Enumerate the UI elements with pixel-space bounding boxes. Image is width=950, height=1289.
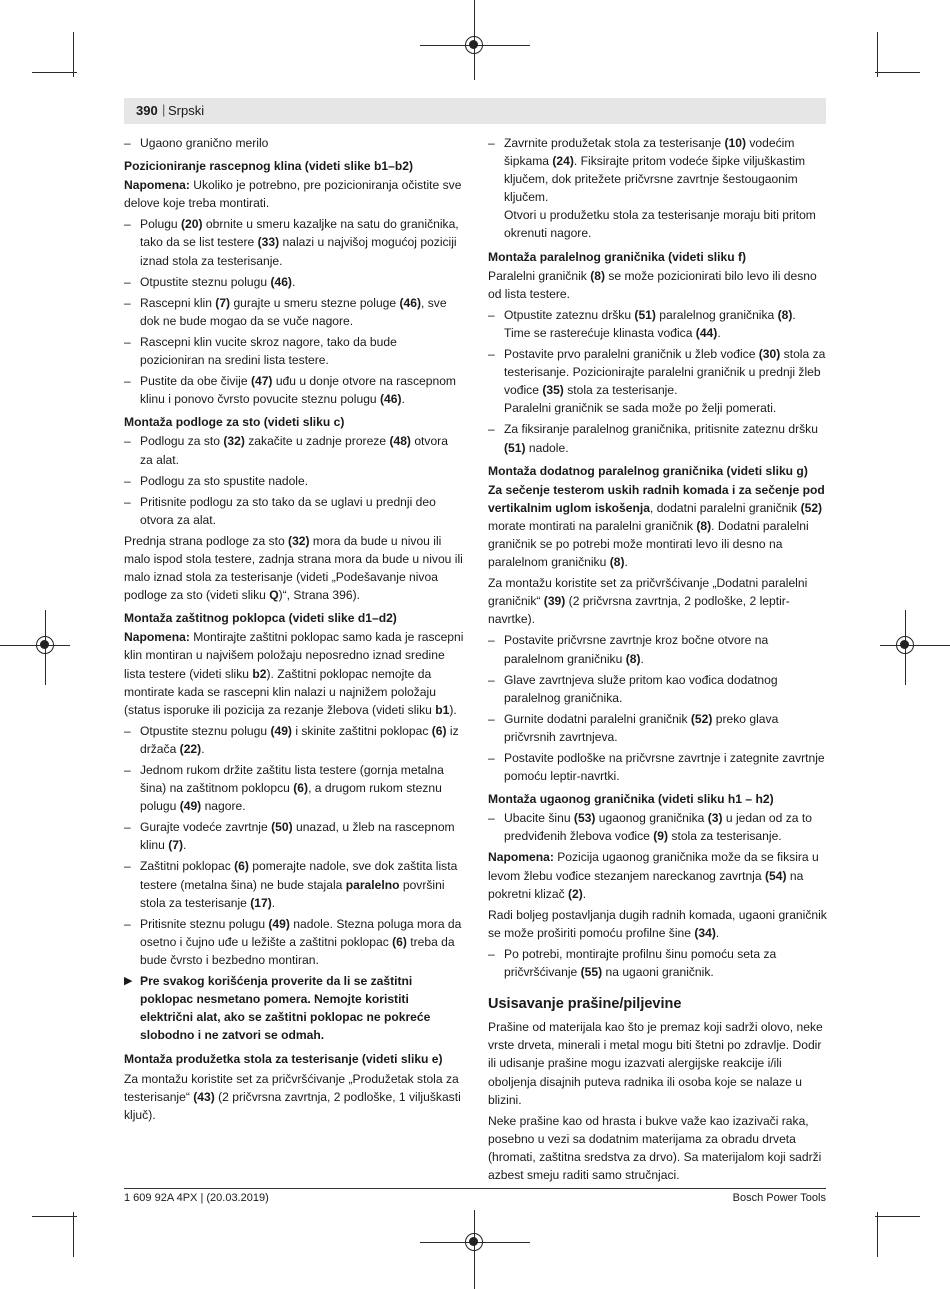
block-text (140, 763, 444, 813)
crop-mark-top-right (877, 32, 878, 77)
list-item (124, 333, 464, 369)
bold-text-run: (49) (270, 723, 292, 738)
right-column (488, 134, 828, 1187)
text-run: ). Zaštitni poklopac nemojte da montirate kada se rascepni klin nalazi u najnižem položaju (status isporuke ili pozicija za rezanje žlebova (videti sliku (124, 666, 436, 717)
section-heading (124, 609, 464, 627)
block-text (140, 820, 455, 852)
registration-mark-top-icon (465, 36, 483, 54)
block-text: Ugaono granično merilo (140, 136, 269, 150)
block-text (140, 217, 459, 267)
bold-text-run: (6) (431, 723, 447, 738)
text-run: . (201, 741, 205, 756)
text-run: treba da bude čvrsto i bezbedno montiran. (140, 934, 455, 967)
block-text: Pozicioniranje rascepnog klina (videti slike b1–b2) (124, 159, 413, 174)
block-text (488, 483, 825, 569)
list-item (488, 134, 828, 243)
dash-bullet: – (124, 473, 131, 488)
crop-mark-right-center (880, 645, 950, 646)
registration-mark-right-icon (896, 636, 914, 654)
bold-text-run: (48) (389, 434, 411, 449)
text-run: unazad, u žleb na rascepnom klinu (140, 820, 455, 853)
text-run: mora da bude u nivou ili malo ispod stola testere, zadnja strana mora da bude u nivou ili malo iznad stola za testerisanje (videti „Podešavanje nivoa podloge za sto (videti sliku (124, 533, 463, 603)
dash-bullet: – (124, 859, 131, 874)
text-run: . Fiksirajte pritom vodeće šipke viljuškastim ključem, dok pritežete pričvrsne zavrtnje šestougaonim ključem. (504, 154, 806, 205)
text-run: Ubacite šinu (504, 811, 574, 826)
text-run: . (291, 274, 296, 289)
paragraph (488, 848, 828, 902)
crop-mark-bottom-left (73, 1212, 74, 1257)
bold-text-run: (8) (625, 651, 641, 666)
text-run: Gurnite dodatni paralelni graničnik (504, 711, 691, 726)
bold-text-run: (32) (223, 434, 245, 449)
block-text (124, 1072, 461, 1122)
list-item (488, 306, 828, 342)
text-run: Paralelni graničnik (488, 268, 591, 283)
crop-mark-left-center (0, 645, 70, 646)
dash-bullet: – (488, 711, 495, 726)
bold-text-run: (53) (573, 811, 596, 826)
text-run: Jednom rukom držite zaštitu lista testere (gornja metalna šina) na zaštitnom poklopcu (140, 763, 444, 796)
bold-text-run: (46) (399, 295, 422, 310)
dash-bullet: – (124, 374, 131, 389)
text-run: . (401, 392, 405, 407)
block-text (504, 136, 805, 204)
text-run: iz držača (140, 723, 459, 756)
block-text: Montaža ugaonog graničnika (videti sliku h1 – h2) (488, 792, 774, 807)
text-run: , dodatni paralelni graničnik (649, 500, 801, 515)
dash-bullet: – (488, 946, 495, 961)
block-text: Montaža produžetka stola za testerisanje (videti sliku e) (124, 1052, 443, 1067)
text-run: (2 pričvrsna zavrtnja, 2 podloške, 1 viljuškasti ključ). (124, 1089, 461, 1122)
block-text (140, 296, 447, 328)
bold-text-run: (51) (634, 307, 656, 322)
bold-text-run: (6) (234, 859, 249, 874)
bold-text-run: (51) (504, 440, 526, 455)
text-run: . (717, 325, 721, 340)
text-run: zakačite u zadnje proreze (244, 434, 390, 449)
text-run: nalazi u najvišoj mogućoj poziciji iznad stola za testerisanje. (140, 235, 457, 268)
block-text (140, 724, 459, 756)
list-item (124, 273, 464, 291)
block-text: Montaža zaštitnog poklopca (videti slike d1–d2) (124, 611, 397, 626)
block-text (124, 178, 461, 210)
text-run: i skinite zaštitni poklopac (291, 723, 432, 738)
bold-text-run: (46) (270, 274, 292, 289)
list-item (124, 432, 464, 468)
list-item (488, 809, 828, 845)
text-run: Ukoliko je potrebno, pre pozicioniranja očistite sve delove koje treba montirati. (124, 178, 462, 211)
bold-text-run: (52) (800, 500, 823, 515)
text-run: (2 pričvrsna zavrtnja, 2 podloške, 2 leptir-navrtke). (488, 594, 790, 627)
text-run: Za montažu koristite set za pričvršćivanje „Produžetak stola za testerisanje“ (124, 1071, 459, 1104)
text-run: Radi boljeg postavljanja dugih radnih komada, ugaoni graničnik se može proširiti pomoću profilne šine (488, 907, 827, 940)
text-run: , sve dok ne bude mogao da se vuče nagore. (140, 295, 447, 328)
bold-text-run: paralelno (345, 877, 400, 892)
bold-text-run: (44) (695, 325, 718, 340)
dash-bullet: – (488, 751, 495, 765)
text-run: na pokretni klizač (488, 868, 804, 901)
text-run: nagore. (201, 799, 246, 814)
footer-brand: Bosch Power Tools (732, 1192, 826, 1204)
block-text: Postavite podloške na pričvrsne zavrtnje i zategnite zavrtnje pomoću leptir-navrtki. (504, 751, 825, 784)
text-run: Prednja strana podloge za sto (124, 533, 289, 548)
paragraph (488, 906, 828, 942)
bold-text-run: (3) (707, 811, 723, 826)
text-run: vodećim šipkama (504, 136, 795, 169)
text-run: Montirajte zaštitni poklopac samo kada je rascepni klin montiran u najvišem položaju neposredno iznad sredine lista testere (videti sliku (124, 630, 464, 681)
dash-bullet: – (124, 763, 131, 777)
text-run: . (271, 895, 276, 910)
list-item (124, 722, 464, 758)
bold-text-run: (32) (288, 533, 310, 548)
paragraph (488, 1112, 828, 1184)
block-text (504, 422, 818, 454)
section-heading (488, 248, 828, 266)
block-text: Montaža podloge za sto (videti sliku c) (124, 415, 345, 430)
list-item (124, 761, 464, 815)
block-text (488, 576, 807, 626)
paragraph (488, 267, 828, 303)
crop-mark-top-left (73, 32, 74, 77)
text-run: Otpustite steznu polugu (140, 274, 271, 289)
header-separator: | (162, 102, 166, 117)
bold-text-run: (55) (580, 965, 603, 980)
text-run: gurajte u smeru stezne poluge (230, 295, 400, 310)
list-item (488, 631, 828, 667)
dash-bullet: – (488, 672, 495, 687)
bold-text-run: (50) (271, 820, 293, 835)
text-run: Polugu (140, 217, 182, 232)
list-item-continuation: Otvori u produžetku stola za testerisanje moraju biti pritom okrenuti nagore. (504, 208, 816, 241)
text-run: . (715, 925, 720, 940)
bold-text-run: (39) (543, 594, 566, 609)
list-item (488, 671, 828, 707)
dash-bullet: – (124, 136, 131, 150)
bold-text-run: b1 (435, 702, 450, 717)
header-language: Srpski (168, 103, 205, 118)
text-run: )“, Strana 396). (278, 588, 360, 603)
block-text: Montaža paralelnog graničnika (videti sliku f) (488, 249, 747, 264)
paragraph (488, 574, 828, 628)
block-text (140, 434, 448, 466)
bold-text-run: Za sečenje testerom uskih radnih komada i za sečenje pod vertikalnim uglom iskošenja (488, 482, 825, 515)
text-run: ). (449, 702, 457, 717)
block-text (140, 275, 295, 289)
block-text (140, 859, 457, 909)
text-run: . (640, 651, 644, 666)
bold-text-run: (49) (179, 799, 202, 814)
bold-text-run: Napomena: (488, 850, 554, 865)
bold-text-run: (22) (179, 741, 202, 756)
text-run: stola za testerisanje. (668, 829, 782, 844)
footer-doc-id: 1 609 92A 4PX | (20.03.2019) (124, 1192, 269, 1204)
text-run: ugaonog graničnika (595, 811, 708, 826)
text-run: . (792, 307, 796, 322)
block-text (140, 374, 456, 406)
warning-note (124, 972, 464, 1044)
text-run: , a drugom rukom steznu polugu (140, 781, 442, 814)
block-text: Rascepni klin vucite skroz nagore, tako da bude pozicioniran na sredini lista testere. (140, 334, 397, 368)
text-run: Zaštitni poklopac (140, 859, 235, 874)
dash-bullet: – (488, 136, 495, 150)
bold-text-run: (24) (552, 154, 574, 169)
list-item (124, 134, 464, 152)
text-run: Podlogu za sto (140, 434, 224, 449)
bold-text-run: (35) (542, 383, 564, 398)
bold-text-run: (52) (690, 711, 713, 726)
bold-text-run: (6) (392, 934, 407, 949)
text-run: obrnite u smeru kazaljke na satu do graničnika, tako da se list testere (140, 217, 459, 250)
list-item (124, 472, 464, 490)
text-run: stola za testerisanje. Pozicionirajte paralelni graničnik u prednji žleb vođice (504, 347, 826, 398)
crop-mark-bottom-right (877, 1212, 878, 1257)
dash-bullet: – (488, 422, 495, 437)
text-run: Pritisnite steznu polugu (140, 916, 269, 931)
bold-text-run: (8) (590, 268, 605, 283)
text-run: Time se rasterećuje klinasta vođica (504, 325, 696, 340)
crop-mark-top-right-h (875, 72, 920, 73)
crop-mark-bottom-left-h (32, 1216, 77, 1217)
block-text: Podlogu za sto spustite nadole. (140, 473, 309, 488)
bold-text-run: (43) (193, 1089, 215, 1104)
paragraph (488, 481, 828, 571)
text-run: otvora za alat. (140, 434, 448, 467)
bold-text-run: (7) (168, 838, 184, 853)
text-run: . Dodatni paralelni graničnik se po potrebi može montirati levo ili desno na paralelnom graničniku (488, 518, 809, 570)
text-run: Zavrnite produžetak stola za testerisanje (504, 136, 725, 150)
bold-text-run: (2) (568, 886, 583, 901)
page-number: 390 (136, 103, 158, 118)
text-run: Postavite prvo paralelni graničnik u žleb vođice (504, 347, 759, 362)
arrow-icon: ▶ (124, 975, 133, 988)
paragraph (124, 532, 464, 604)
block-text (124, 534, 463, 602)
paragraph (488, 1018, 828, 1108)
list-item (124, 915, 464, 969)
block-text: Neke prašine kao od hrasta i bukve važe kao izazivači raka, posebno u vezi sa dodatnim materijama za obradu drveta (hromati, zaštitna sredstva za drvo). Sa materijalom koji sadrži azbest smeju raditi samo stručnjaci. (488, 1113, 822, 1182)
text-run: Za fiksiranje paralelnog graničnika, pritisnite zateznu dršku (504, 422, 818, 437)
text-run: Po potrebi, montirajte profilnu šinu pomoću seta za pričvršćivanje (504, 946, 777, 980)
text-run: . (624, 555, 628, 570)
bold-text-run: (30) (758, 347, 781, 362)
list-item (488, 710, 828, 746)
section-heading (124, 413, 464, 431)
block-text (504, 947, 776, 979)
text-run: Otpustite steznu polugu (140, 723, 271, 738)
bold-text-run: Napomena: (124, 178, 190, 193)
list-item (124, 493, 464, 529)
bold-text-run: Napomena: (124, 630, 190, 645)
bold-text-run: (49) (268, 916, 290, 931)
text-run: površini stola za testerisanje (140, 877, 445, 910)
bold-text-run: (7) (215, 295, 231, 310)
bold-text-run: (8) (696, 518, 712, 533)
list-item (488, 749, 828, 785)
list-item (124, 857, 464, 911)
text-run: Postavite pričvrsne zavrtnje kroz bočne otvore na paralelnom graničniku (504, 633, 769, 666)
text-run: pomerajte nadole, sve dok zaštita lista testere (metalna šina) ne bude stajala (140, 859, 458, 892)
section-heading (124, 157, 464, 175)
bold-text-run: (46) (380, 392, 402, 407)
list-item-continuation: Paralelni graničnik se sada može po želji pomerati. (504, 401, 777, 416)
paragraph (124, 1070, 464, 1124)
text-run: Za montažu koristite set za pričvršćivanje „Dodatni paralelni graničnik“ (488, 576, 808, 609)
bold-text-run: (54) (764, 868, 787, 883)
dash-bullet: – (124, 274, 131, 289)
list-item (488, 420, 828, 456)
block-text (504, 633, 768, 665)
block-text (488, 908, 827, 940)
paragraph (124, 176, 464, 212)
section-heading (488, 790, 828, 808)
dash-bullet: – (124, 334, 131, 349)
block-text (488, 850, 819, 900)
crop-mark-bottom-right-h (875, 1216, 920, 1217)
bold-text-run: (8) (777, 307, 793, 322)
list-item (488, 345, 828, 417)
block-text (124, 630, 463, 716)
text-run: Pustite da obe čivije (140, 374, 251, 389)
bold-text-run: (34) (694, 925, 716, 940)
dash-bullet: – (124, 494, 131, 509)
list-item (124, 818, 464, 854)
list-item (124, 294, 464, 330)
text-run: se može pozicionirati bilo levo ili desno od lista testere. (488, 268, 817, 301)
text-run: Gurajte vodeće zavrtnje (140, 820, 272, 835)
crop-mark-top-left-h (32, 72, 77, 73)
dash-bullet: – (124, 916, 131, 931)
registration-mark-left-icon (36, 636, 54, 654)
text-run: . (183, 838, 187, 853)
block-text (504, 308, 796, 322)
text-run: nadole. (525, 440, 569, 455)
text-run: Rascepni klin (140, 295, 216, 310)
dash-bullet: – (488, 347, 495, 362)
bold-text-run: (10) (724, 136, 747, 150)
bold-text-run: (33) (257, 235, 280, 250)
text-run: u jedan od za to predviđenih žlebova vođice (504, 811, 812, 844)
dash-bullet: – (124, 820, 131, 835)
block-text: Glave zavrtnjeva služe pritom kao vođica dodatnog paralelnog graničnika. (504, 672, 778, 705)
dash-bullet: – (124, 434, 131, 449)
block-text (140, 917, 461, 967)
dash-bullet: – (488, 633, 495, 648)
bold-text-run: (6) (293, 781, 309, 796)
list-item-continuation (504, 324, 828, 342)
text-run: morate montirati na paralelni graničnik (488, 518, 697, 533)
page-header (124, 98, 826, 124)
text-run: paralelnog graničnika (655, 307, 778, 322)
dash-bullet: – (488, 811, 495, 826)
block-text (488, 269, 817, 301)
list-item (124, 215, 464, 269)
chapter-heading (488, 995, 828, 1013)
list-item (488, 945, 828, 981)
block-text: Pre svakog korišćenja proverite da li se zaštitni poklopac nesmetano pomera. Nemojte koristiti električni alat, ako se zaštitni poklopac ne pokreće slobodno i ne zatvori se odmah. (140, 974, 431, 1043)
text-run: Otpustite zateznu dršku (504, 307, 635, 322)
text-run: Pozicija ugaonog graničnika može da se fiksira u levom žlebu vođice stezanjem nareckanog zavrtnja (488, 850, 819, 883)
section-heading (488, 462, 828, 480)
block-text: Pritisnite podlogu za sto tako da se uglavi u prednji deo otvora za alat. (140, 494, 436, 527)
list-item (124, 372, 464, 408)
text-run: nadole. Stezna poluga mora da osetno i čujno uđe u ležište a zaštitni poklopac (140, 916, 462, 949)
bold-text-run: (47) (250, 374, 273, 389)
block-text (504, 712, 778, 744)
dash-bullet: – (488, 307, 495, 322)
block-text (504, 347, 825, 397)
bold-text-run: (9) (653, 829, 669, 844)
bold-text-run: (20) (181, 217, 203, 232)
left-column (124, 134, 464, 1127)
text-run: stola za testerisanje. (563, 383, 678, 398)
section-heading (124, 1050, 464, 1068)
text-run: preko glava pričvrsnih zavrtnjeva. (504, 711, 779, 744)
dash-bullet: – (124, 217, 131, 232)
text-run: na ugaoni graničnik. (602, 965, 714, 980)
dash-bullet: – (124, 723, 131, 738)
bold-text-run: (17) (250, 895, 272, 910)
text-run: . (582, 886, 587, 901)
footer-rule (124, 1188, 826, 1189)
block-text (504, 811, 812, 843)
block-text: Montaža dodatnog paralelnog graničnika (videti sliku g) (488, 463, 808, 478)
bold-text-run: (8) (609, 555, 625, 570)
dash-bullet: – (124, 295, 131, 310)
bold-text-run: Q (269, 588, 279, 603)
paragraph (124, 628, 464, 718)
text-run: uđu u donje otvore na rascepnom klinu i ponovo čvrsto povucite steznu polugu (140, 374, 456, 407)
registration-mark-bottom-icon (465, 1233, 483, 1251)
bold-text-run: b2 (252, 666, 267, 681)
block-text: Usisavanje prašine/piljevine (488, 996, 682, 1013)
block-text: Prašine od materijala kao što je premaz koji sadrži olovo, neke vrste drveta, minerali i metal mogu biti štetni po zdravlje. Dodir ili udisanje prašine mogu izazvati alergijske reakcije i/ili oboljenja disajnih puteva radnika ili osoba koje se nalaze u blizini. (488, 1020, 823, 1107)
